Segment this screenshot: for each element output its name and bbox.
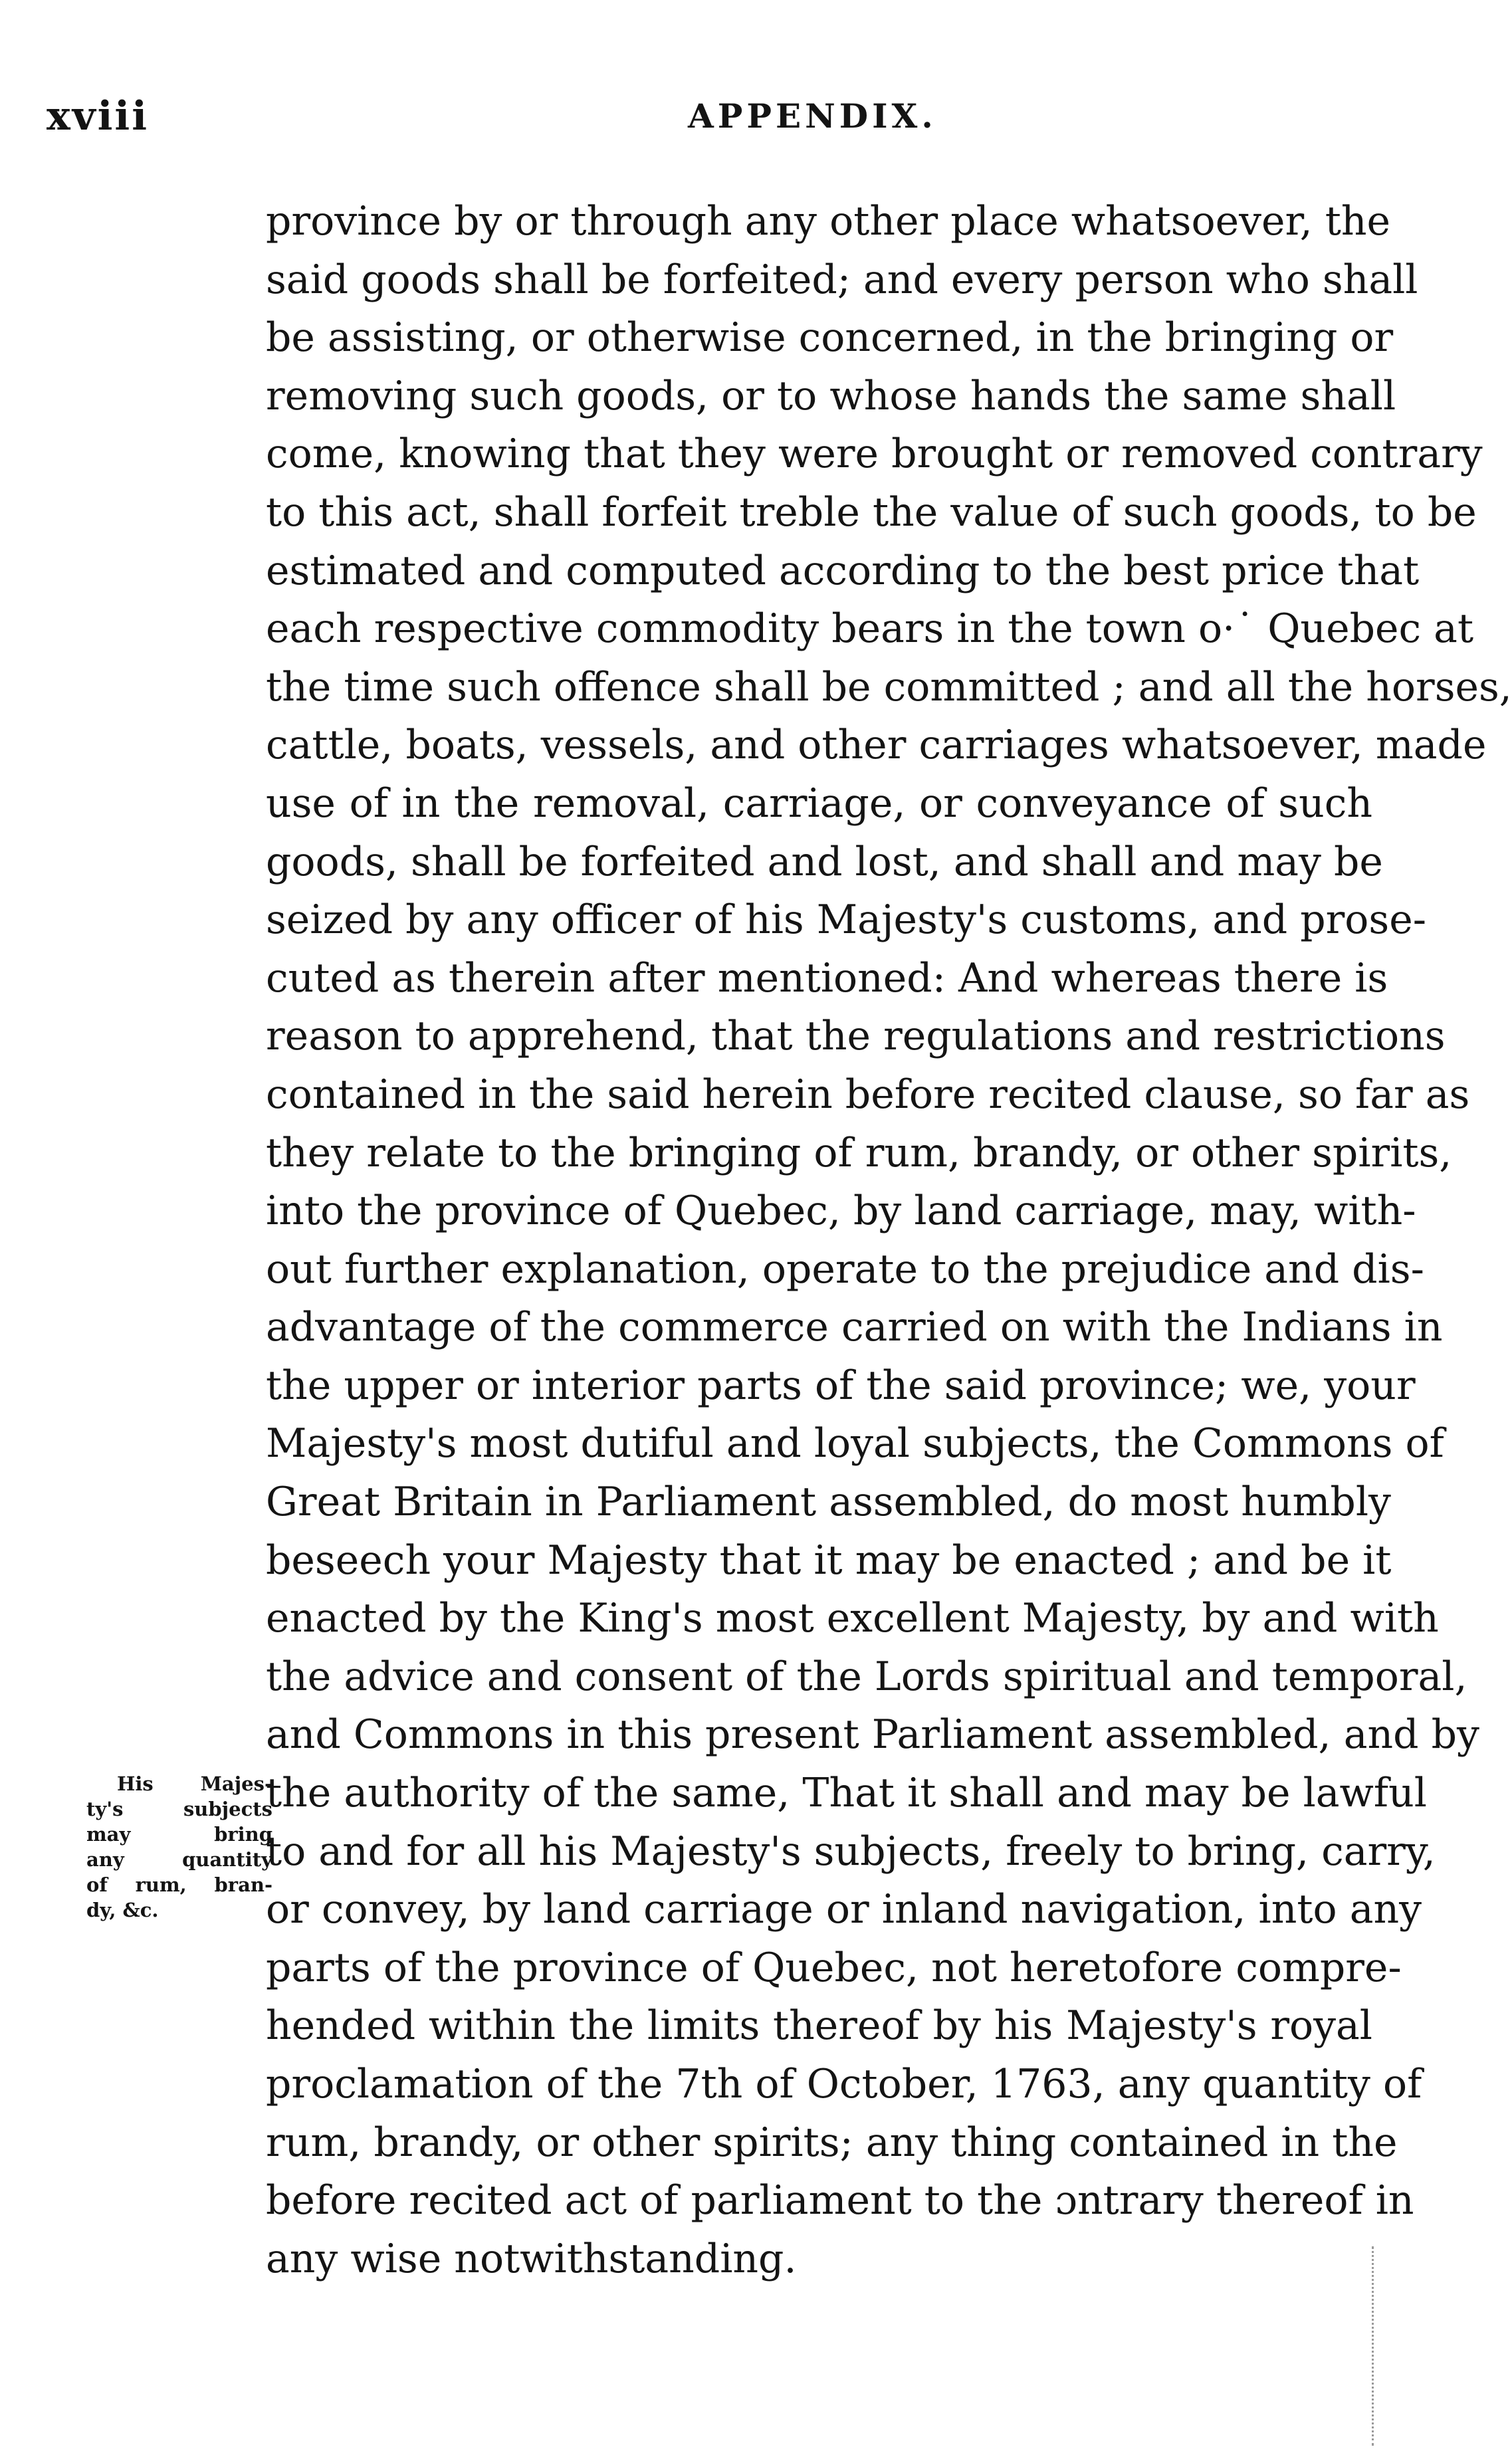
- page-edge-dots: [1372, 2246, 1374, 2446]
- text-line: be assisting, or otherwise concerned, in the bringing or: [266, 314, 1394, 362]
- text-line: the time such offence shall be committed ; and all the horses,: [266, 663, 1512, 710]
- text-line: into the province of Quebec, by land carriage, may, with-: [266, 1188, 1416, 1235]
- text-line: before recited act of parliament to the ɔntrary thereof in: [266, 2177, 1414, 2224]
- marginal-note: [86, 1771, 272, 1923]
- text-line: parts of the province of Quebec, not heretofore compre-: [266, 1944, 1402, 1991]
- text-line: they relate to the bringing of rum, brandy, or other spirits,: [266, 1129, 1452, 1176]
- marginal-note-line: ty's subjects: [86, 1798, 272, 1820]
- text-line: rum, brandy, or other spirits; any thing contained in the: [266, 2119, 1398, 2166]
- text-line: enacted by the King's most excellent Majesty, by and with: [266, 1595, 1439, 1642]
- text-line: proclamation of the 7th of October, 1763, any quantity of: [266, 2061, 1422, 2107]
- text-line: said goods shall be forfeited; and every person who shall: [266, 256, 1418, 303]
- text-line: Great Britain in Parliament assembled, do most humbly: [266, 1479, 1391, 1526]
- body-text: [266, 193, 1512, 2288]
- text-line: each respective commodity bears in the town o·˙ Quebec at: [266, 605, 1474, 653]
- marginal-note-line: may bring: [86, 1823, 272, 1846]
- text-line: advantage of the commerce carried on with the Indians in: [266, 1304, 1443, 1351]
- text-line: to and for all his Majesty's subjects, freely to bring, carry,: [266, 1828, 1436, 1875]
- text-line: cattle, boats, vessels, and other carriages whatsoever, made: [266, 722, 1487, 769]
- text-line: estimated and computed according to the best price that: [266, 547, 1420, 594]
- marginal-note-line: any quantity: [86, 1848, 272, 1871]
- text-line: any wise notwithstanding.: [266, 2235, 797, 2282]
- text-line: cuted as therein after mentioned: And whereas there is: [266, 954, 1388, 1002]
- marginal-note-line: of rum, bran-: [86, 1873, 272, 1896]
- running-head: APPENDIX.: [688, 96, 937, 136]
- text-line: seized by any officer of his Majesty's customs, and prose-: [266, 897, 1427, 944]
- text-line: Majesty's most dutiful and loyal subjects, the Commons of: [266, 1420, 1444, 1467]
- text-line: or convey, by land carriage or inland navigation, into any: [266, 1886, 1422, 1933]
- text-line: contained in the said herein before recited clause, so far as: [266, 1071, 1470, 1118]
- text-line: the advice and consent of the Lords spiritual and temporal,: [266, 1653, 1467, 1700]
- text-line: reason to apprehend, that the regulations and restrictions: [266, 1013, 1446, 1060]
- marginal-note-line: dy, &c.: [86, 1899, 159, 1921]
- text-line: beseech your Majesty that it may be enacted ; and be it: [266, 1537, 1392, 1584]
- text-line: use of in the removal, carriage, or conveyance of such: [266, 780, 1372, 827]
- text-line: removing such goods, or to whose hands the same shall: [266, 372, 1396, 419]
- text-line: the authority of the same, That it shall and may be lawful: [266, 1770, 1427, 1817]
- page-number: xviii: [47, 93, 150, 140]
- marginal-note-line: His Majes-: [117, 1772, 272, 1795]
- text-line: the upper or interior parts of the said province; we, your: [266, 1362, 1416, 1409]
- text-line: out further explanation, operate to the prejudice and dis-: [266, 1245, 1424, 1293]
- text-line: to this act, shall forfeit treble the value of such goods, to be: [266, 488, 1477, 536]
- text-line: come, knowing that they were brought or removed contrary: [266, 431, 1483, 478]
- text-line: province by or through any other place whatsoever, the: [266, 198, 1390, 245]
- text-line: goods, shall be forfeited and lost, and shall and may be: [266, 838, 1383, 885]
- text-line: hended within the limits thereof by his Majesty's royal: [266, 2002, 1372, 2050]
- text-line: and Commons in this present Parliament assembled, and by: [266, 1711, 1479, 1759]
